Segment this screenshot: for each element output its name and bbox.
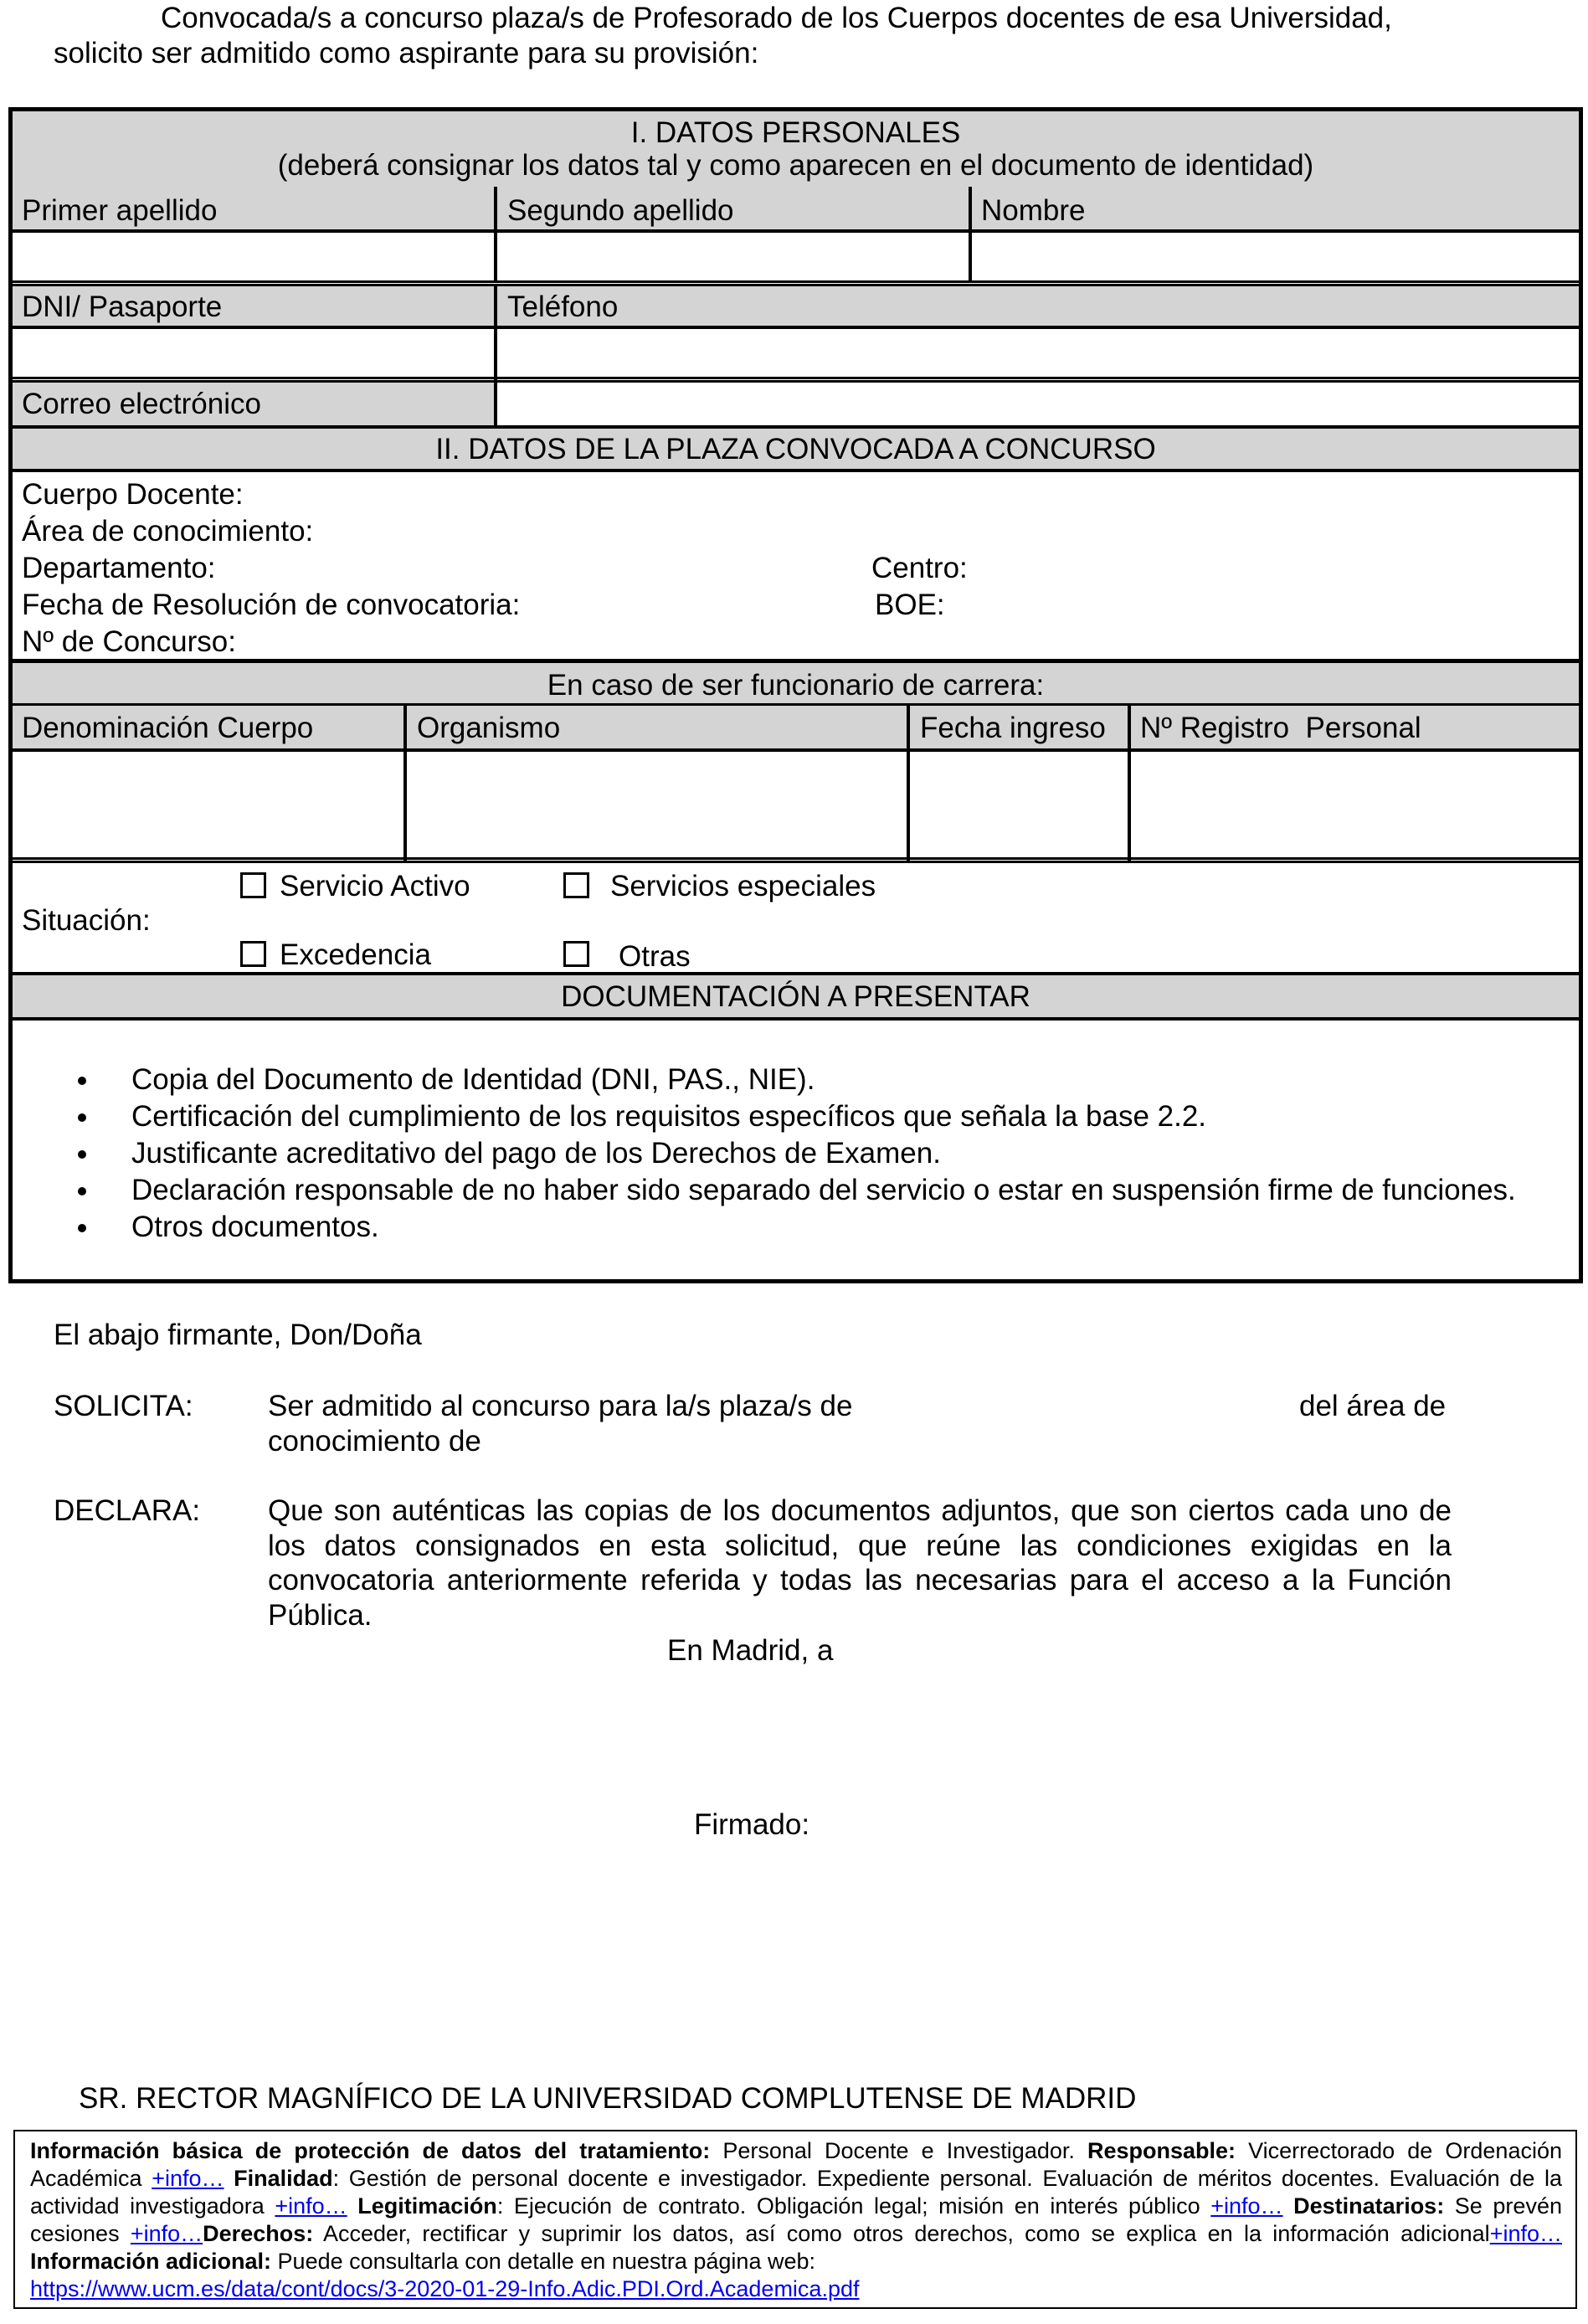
- info-url-link[interactable]: https://www.ucm.es/data/cont/docs/3-2020-01-29-Info.Adic.PDI.Ord.Academica.pdf: [30, 2276, 860, 2301]
- funcionario-title: En caso de ser funcionario de carrera:: [547, 669, 1045, 702]
- intro-line-2: solicito ser admitido como aspirante para su provisión:: [54, 37, 759, 69]
- bullet-icon: [78, 1113, 86, 1122]
- area-conocimiento-label: Área de conocimiento:: [22, 515, 314, 548]
- dni-label: DNI/ Pasaporte: [22, 290, 223, 323]
- cuerpo-docente-label: Cuerpo Docente:: [22, 478, 244, 511]
- info-link[interactable]: +info…: [152, 2166, 224, 2191]
- otras-label: Otras: [619, 940, 691, 973]
- boe-label: BOE:: [875, 589, 945, 621]
- excedencia-label: Excedencia: [280, 938, 431, 971]
- solicita-text: Ser admitido al concurso para la/s plaza/s de: [268, 1390, 853, 1422]
- denominacion-cuerpo-field[interactable]: [12, 752, 403, 857]
- servicio-activo-checkbox[interactable]: [240, 872, 266, 898]
- n-registro-field[interactable]: [1131, 752, 1579, 857]
- section2-title: II. DATOS DE LA PLAZA CONVOCADA A CONCURSO: [435, 433, 1156, 465]
- addressee: SR. RECTOR MAGNÍFICO DE LA UNIVERSIDAD COMPLUTENSE DE MADRID: [79, 2082, 1137, 2115]
- fecha-resolucion-label: Fecha de Resolución de convocatoria:: [22, 589, 521, 621]
- lugar-fecha: En Madrid, a: [667, 1634, 834, 1667]
- section1-subtitle: (deberá consignar los datos tal y como aparecen en el documento de identidad): [277, 149, 1314, 182]
- declara-label: DECLARA:: [54, 1494, 201, 1527]
- firmante-line: El abajo firmante, Don/Doña: [54, 1319, 422, 1351]
- intro-line-1: Convocada/s a concurso plaza/s de Profesorado de los Cuerpos docentes de esa Universidad,: [161, 2, 1392, 34]
- footer-bold: Información básica de protección de datos del tratamiento:: [30, 2138, 711, 2163]
- n-registro-header: Nº Registro Personal: [1140, 712, 1421, 744]
- list-item: Justificante acreditativo del pago de los Derechos de Examen.: [131, 1137, 941, 1170]
- bullet-icon: [78, 1224, 86, 1232]
- bullet-icon: [78, 1187, 86, 1195]
- organismo-field[interactable]: [407, 752, 907, 857]
- denominacion-cuerpo-header: Denominación Cuerpo: [22, 712, 314, 744]
- info-link[interactable]: +info…: [1489, 2221, 1562, 2246]
- n-concurso-label: Nº de Concurso:: [22, 625, 236, 658]
- segundo-apellido-label: Segundo apellido: [507, 194, 734, 227]
- footer-bold: Información adicional:: [30, 2249, 272, 2274]
- servicio-activo-label: Servicio Activo: [280, 870, 470, 902]
- list-item: Declaración responsable de no haber sido separado del servicio o estar en suspensión firme de funciones.: [131, 1174, 1516, 1206]
- info-link[interactable]: +info…: [1210, 2193, 1283, 2219]
- nombre-label: Nombre: [981, 194, 1086, 227]
- organismo-header: Organismo: [417, 712, 561, 744]
- otras-checkbox[interactable]: [563, 941, 589, 967]
- fecha-ingreso-field[interactable]: [910, 752, 1128, 857]
- centro-label: Centro:: [871, 552, 968, 584]
- section1-title: I. DATOS PERSONALES: [630, 116, 961, 149]
- footer-bold: Destinatarios:: [1293, 2193, 1445, 2219]
- footer-bold: Responsable:: [1087, 2138, 1236, 2163]
- fecha-ingreso-header: Fecha ingreso: [920, 712, 1106, 744]
- correo-label: Correo electrónico: [22, 388, 261, 420]
- servicios-especiales-label: Servicios especiales: [610, 870, 876, 902]
- primer-apellido-label: Primer apellido: [22, 194, 218, 227]
- bullet-icon: [78, 1077, 86, 1085]
- departamento-label: Departamento:: [22, 552, 216, 584]
- info-link[interactable]: +info…: [275, 2193, 347, 2219]
- servicios-especiales-checkbox[interactable]: [563, 872, 589, 898]
- footer-bold: Legitimación: [357, 2193, 497, 2219]
- footer-bold: Finalidad: [234, 2166, 333, 2191]
- situacion-label: Situación:: [22, 904, 151, 937]
- bullet-icon: [78, 1150, 86, 1159]
- info-link[interactable]: +info…: [130, 2221, 203, 2246]
- solicita-area-text: del área de: [1299, 1390, 1447, 1422]
- list-item: Copia del Documento de Identidad (DNI, PAS., NIE).: [131, 1063, 815, 1096]
- documentacion-title: DOCUMENTACIÓN A PRESENTAR: [561, 980, 1030, 1013]
- dni-label-band: [12, 285, 1580, 327]
- declara-text: Que son auténticas las copias de los documentos adjuntos, que son ciertos cada uno de los datos consignados en esta solicitud, que reúne las condiciones exigidas en la convocatoria anteriormente referida y todas las necesarias para el acceso a la Función Pública.: [268, 1494, 1452, 1632]
- list-item: Certificación del cumplimiento de los requisitos específicos que señala la base 2.2.: [131, 1100, 1207, 1133]
- excedencia-checkbox[interactable]: [240, 941, 266, 967]
- solicita-label: SOLICITA:: [54, 1390, 193, 1422]
- telefono-label: Teléfono: [507, 290, 619, 323]
- solicita-conocimiento-text: conocimiento de: [268, 1425, 481, 1458]
- firmado-label: Firmado:: [694, 1808, 810, 1841]
- list-item: Otros documentos.: [131, 1211, 379, 1243]
- footer-bold: Derechos:: [203, 2221, 314, 2246]
- data-protection-text: Información básica de protección de datos del tratamiento: Personal Docente e Investigador. Responsable: Vicerrectorado de Ordenación Académica +info… Finalidad: Gestión de personal docente e investigador. Expediente personal. Evaluación de méritos docentes. Evaluación de la actividad investigadora +info… Legitimación: Ejecución de contrato. Obligación legal; misión en interés público +info… Destinatarios: Se prevén cesiones +info…Derechos: Acceder, rectificar y suprimir los datos, así como otros derechos, como se explica en la información adicional+info… Información adicional: Puede consultarla con detalle en nuestra página web: https://www.ucm.es/data/cont/docs/3-2020-01-29-Info.Adic.PDI.Ord.Academica.pdf: [30, 2138, 1562, 2301]
